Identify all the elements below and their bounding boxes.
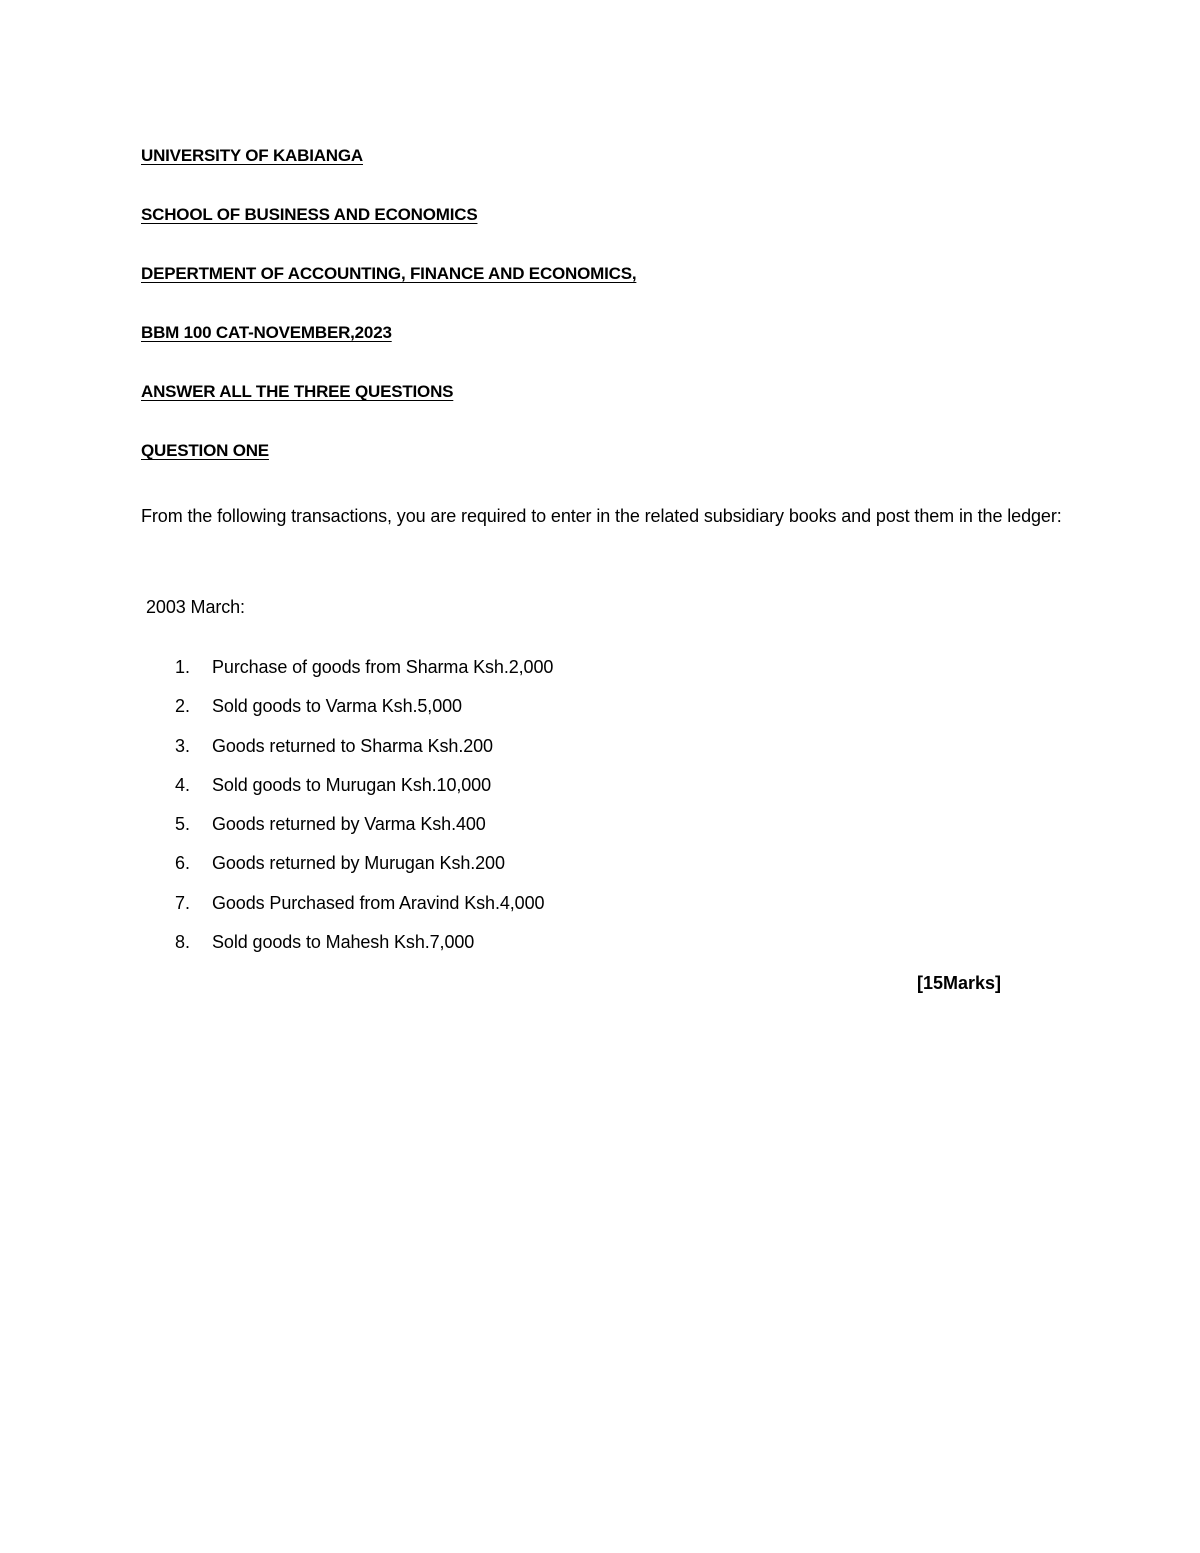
course-heading: BBM 100 CAT-NOVEMBER,2023	[141, 323, 392, 342]
question-intro: From the following transactions, you are required to enter in the related subsidiary books and post them in the ledger:	[141, 506, 1062, 526]
list-item-text: Goods returned by Murugan Ksh.200	[212, 853, 505, 874]
list-item-text: Purchase of goods from Sharma Ksh.2,000	[212, 657, 554, 677]
list-item-number: 5.	[175, 814, 191, 835]
list-item-text: Goods returned by Varma Ksh.400	[212, 814, 486, 835]
university-heading: UNIVERSITY OF KABIANGA	[141, 146, 363, 165]
list-item-number: 3.	[175, 735, 191, 756]
department-heading: DEPERTMENT OF ACCOUNTING, FINANCE AND ECONOMICS,	[141, 264, 637, 283]
list-item-number: 6.	[175, 853, 191, 874]
list-item-text: Goods returned to Sharma Ksh.200	[212, 735, 493, 756]
list-item-text: Sold goods to Murugan Ksh.10,000	[212, 774, 491, 795]
question-title: QUESTION ONE	[141, 441, 269, 460]
school-heading: SCHOOL OF BUSINESS AND ECONOMICS	[141, 205, 478, 224]
list-item-text: Sold goods to Mahesh Ksh.7,000	[212, 932, 475, 953]
list-item-number: 4.	[175, 774, 191, 795]
instruction-heading: ANSWER ALL THE THREE QUESTIONS	[141, 382, 454, 401]
list-item-number: 1.	[175, 657, 191, 677]
date-line: 2003 March:	[146, 597, 245, 617]
list-item-number: 8.	[175, 932, 191, 953]
list-item-text: Goods Purchased from Aravind Ksh.4,000	[212, 892, 545, 913]
list-item-text: Sold goods to Varma Ksh.5,000	[212, 696, 462, 717]
marks-label: [15Marks]	[917, 973, 1002, 993]
list-item-number: 2.	[175, 696, 191, 717]
list-item-number: 7.	[175, 892, 191, 913]
